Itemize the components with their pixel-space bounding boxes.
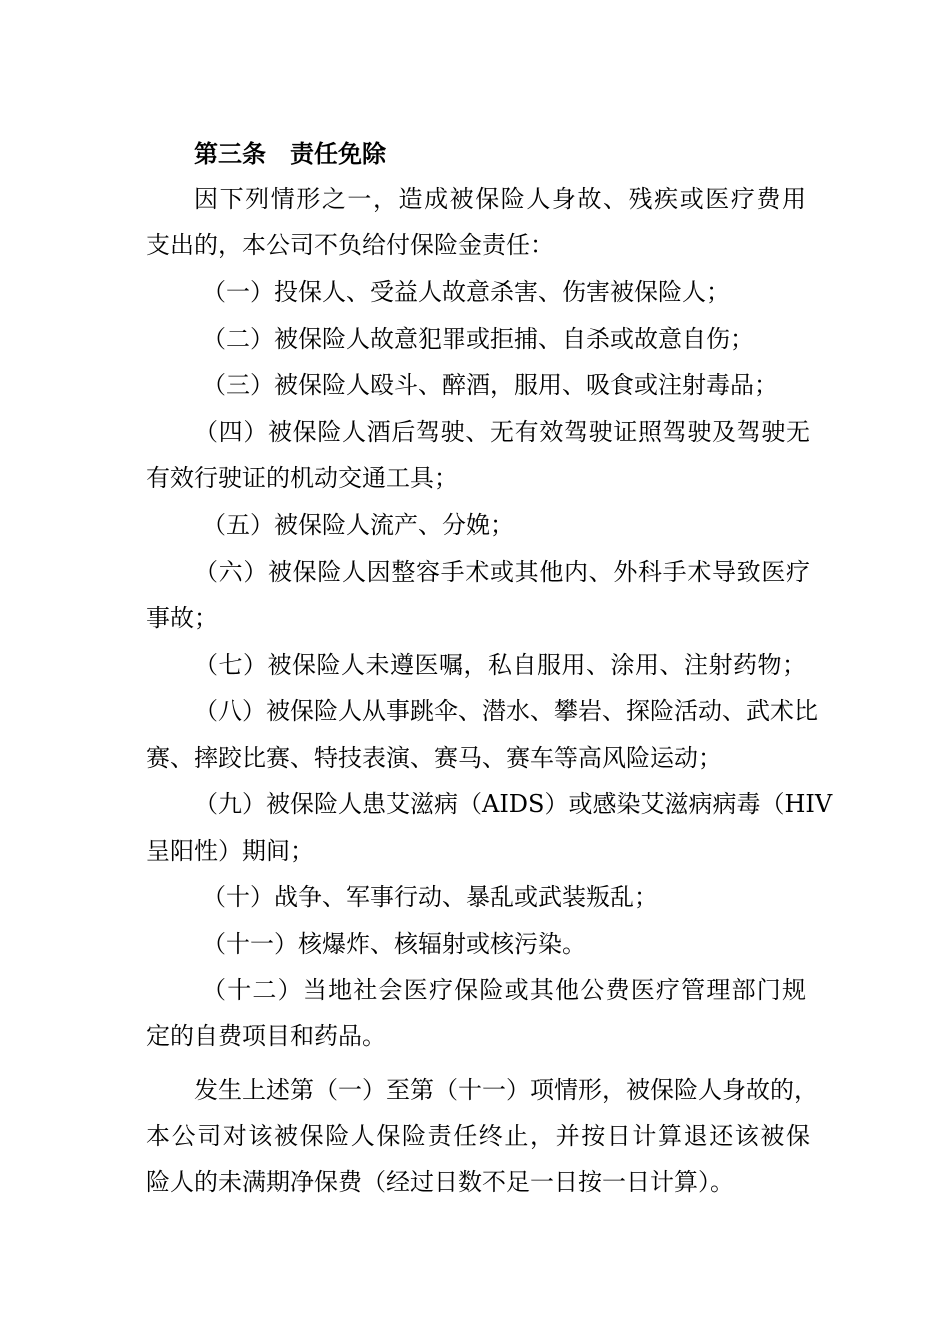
exclusion-item-8-line-1: （八）被保险人从事跳伞、潜水、攀岩、探险活动、武术比	[194, 697, 818, 725]
exclusion-item-12-line-2: 定的自费项目和药品。	[146, 1022, 386, 1050]
exclusion-item-2: （二）被保险人故意犯罪或拒捕、自杀或故意自伤；	[202, 325, 754, 353]
article-heading: 第三条 责任免除	[194, 139, 386, 168]
exclusion-item-3: （三）被保险人殴斗、醉酒，服用、吸食或注射毒品；	[202, 371, 778, 399]
closing-line-2: 本公司对该被保险人保险责任终止，并按日计算退还该被保	[146, 1122, 810, 1150]
exclusion-item-6-line-2: 事故；	[146, 604, 218, 632]
exclusion-item-4-line-2: 有效行驶证的机动交通工具；	[146, 464, 458, 492]
exclusion-item-1: （一）投保人、受益人故意杀害、伤害被保险人；	[202, 278, 730, 306]
closing-line-3: 险人的未满期净保费（经过日数不足一日按一日计算）。	[146, 1168, 734, 1196]
closing-line-1: 发生上述第（一）至第（十一）项情形，被保险人身故的，	[194, 1076, 818, 1104]
exclusion-item-5: （五）被保险人流产、分娩；	[202, 511, 514, 539]
exclusion-item-10: （十）战争、军事行动、暴乱或武装叛乱；	[202, 883, 658, 911]
exclusion-item-12-line-1: （十二）当地社会医疗保险或其他公费医疗管理部门规	[202, 976, 806, 1004]
exclusion-item-9-line-2: 呈阳性）期间；	[146, 837, 314, 865]
intro-line-1: 因下列情形之一，造成被保险人身故、残疾或医疗费用	[194, 185, 806, 213]
exclusion-item-7: （七）被保险人未遵医嘱，私自服用、涂用、注射药物；	[194, 651, 806, 679]
exclusion-item-4-line-1: （四）被保险人酒后驾驶、无有效驾驶证照驾驶及驾驶无	[194, 418, 810, 446]
exclusion-item-8-line-2: 赛、摔跤比赛、特技表演、赛马、赛车等高风险运动；	[146, 744, 722, 772]
exclusion-item-6-line-1: （六）被保险人因整容手术或其他内、外科手术导致医疗	[194, 558, 810, 586]
intro-line-2: 支出的，本公司不负给付保险金责任：	[146, 231, 554, 259]
exclusion-item-9-line-1: （九）被保险人患艾滋病（AIDS）或感染艾滋病病毒（HIV	[194, 790, 833, 818]
exclusion-item-11: （十一）核爆炸、核辐射或核污染。	[202, 930, 586, 958]
